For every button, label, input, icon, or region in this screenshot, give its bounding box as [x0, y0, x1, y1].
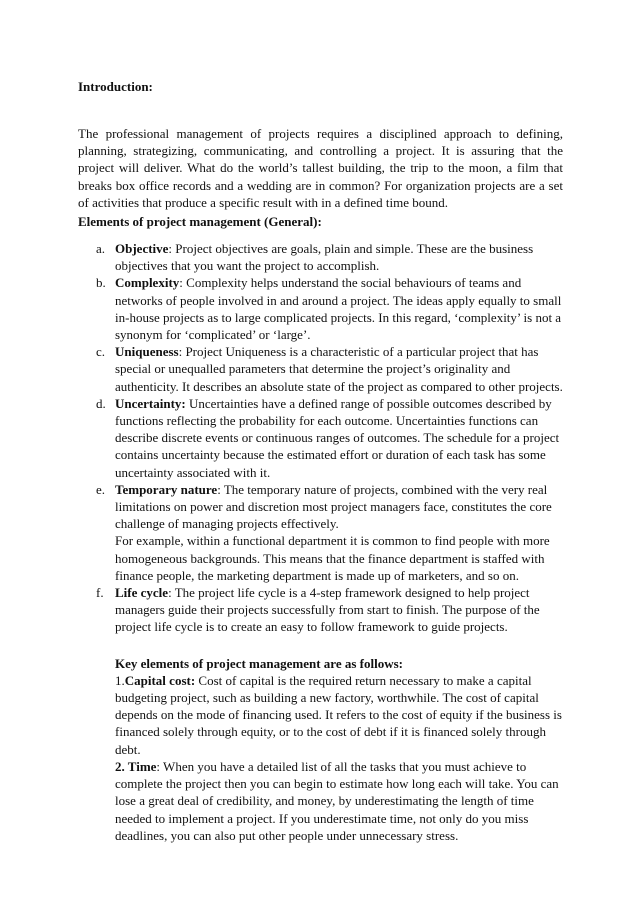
item-text: Uncertainties have a defined range of possible outcomes described by functions reflecting the probability for each outcome. Uncertainties functions can describe discrete events or continuous ranges of outcomes. The schedule for a project contains uncertainty because the estimated effort or duration of each task has some uncertainty associated with it.	[115, 395, 560, 480]
list-marker: d.	[96, 395, 106, 411]
key-text: : When you have a detailed list of all the tasks that you must achieve to complete the project then you can begin to estimate how long each will take. You can lose a great deal of credibility, and money, by underestimating the length of time needed to implement a project. If you underestimate time, not only do you miss deadlines, you can also put other people under unnecessary stress.	[115, 758, 559, 843]
list-marker: f.	[96, 585, 104, 601]
list-marker: c.	[96, 344, 106, 360]
list-item: b. Complexity: Complexity helps understand the social behaviours of teams and networks of people involved in and around a project. The ideas apply equally to small in-house projects as to large complicated projects. In this regard, ‘complexity’ is not a synonym for ‘complicated’ or ‘large’.	[96, 275, 562, 343]
key-elements-section	[115, 655, 564, 844]
elements-list	[96, 240, 564, 844]
key-elements-heading: Key elements of project management are as follows:	[115, 655, 403, 671]
list-item	[96, 395, 564, 481]
key-point: 2. Time: When you have a detailed list of all the tasks that you must achieve to complete the project then you can begin to estimate how long each will take. You can lose a great deal of credibility, and money, by underestimating the length of time needed to implement a project. If you underestimate time, not only do you miss deadlines, you can also put other people under unnecessary stress.	[115, 758, 559, 843]
list-marker: e.	[96, 481, 106, 497]
key-text: Cost of capital is the required return necessary to make a capital budgeting project, such as building a new factory, worthwhile. The cost of capital depends on the mode of financing used. It refers to the cost of equity if the business is financed solely through equity, or to the cost of debt if it is financed solely through debt.	[115, 672, 562, 757]
item-term: Uncertainty:	[115, 395, 186, 411]
key-point: 1.Capital cost: Cost of capital is the required return necessary to make a capital budgeting project, such as building a new factory, worthwhile. The cost of capital depends on the mode of financing used. It refers to the cost of equity if the business is financed solely through equity, or to the cost of debt if it is financed solely through debt.	[115, 672, 562, 757]
list-item: e. Temporary nature: The temporary nature of projects, combined with the very real limitations on power and discretion most project managers face, constitutes the core challenge of managing projects effectively. For example, within a functional department it is common to find people with more homogeneous backgrounds. This means that the finance department is staffed with finance people, the marketing department is made up of marketers, and so on.	[96, 481, 564, 584]
item-term: Uniqueness	[115, 344, 179, 360]
item-term: Temporary nature	[115, 481, 218, 497]
list-item: a. Objective: Project objectives are goals, plain and simple. These are the business objectives that you want the project to accomplish.	[96, 241, 534, 274]
item-example: For example, within a functional department it is common to find people with more homogeneous backgrounds. This means that the finance department is staffed with finance people, the marketing department is made up of marketers, and so on.	[115, 533, 550, 583]
item-term: Complexity	[115, 275, 180, 291]
list-item: c. Uniqueness: Project Uniqueness is a characteristic of a particular project that has special or unequalled parameters that determine the project’s originality and authenticity. It describes an absolute state of the project as compared to other projects.	[96, 344, 563, 394]
elements-heading: Elements of project management (General):	[78, 214, 322, 229]
item-text: Project Uniqueness is a characteristic of a particular project that has special or unequalled parameters that determine the project’s originality and authenticity. It describes an absolute state of the project as compared to other projects.	[115, 344, 563, 394]
item-term: Objective	[115, 241, 169, 256]
key-term: Capital cost:	[124, 672, 196, 688]
item-text: Complexity helps understand the social behaviours of teams and networks of people involved in and around a project. The ideas apply equally to small in-house projects as to large complicated projects. In this regard, ‘complexity’ is not a synonym for ‘complicated’ or ‘large’.	[115, 275, 562, 343]
list-marker: a.	[96, 241, 106, 256]
list-item: f. Life cycle: The project life cycle is a 4-step framework designed to help project managers guide their projects successfully from start to finish. The purpose of the project life cycle is to create an easy to follow framework to guide projects. Key elements of project management are as follows: 1.Capital cost: Cost of capital is the required return necessary to make a capital budgeting project, such as building a new factory, worthwhile. The cost of capital depends on the mode of financing used. It refers to the cost of equity if the business is financed solely through equity, or to the cost of debt if it is financed solely through debt. 2. Time: When you have a detailed list of all the tasks that you must achieve to complete the project then you can begin to estimate how long each will take. You can lose a great deal of credibility, and money, by underestimating the length of time needed to implement a project. If you underestimate time, not only do you miss deadlines, you can also put other people under unnecessary stress.	[96, 584, 564, 844]
list-marker: b.	[96, 275, 106, 291]
intro-paragraph: The professional management of projects requires a disciplined approach to defining, planning, strategizing, communicating, and controlling a project. It is assuring that the project will deliver. What do the world’s tallest building, the trip to the moon, a film that breaks box office records and a wedding are in common? For organization projects are a set of activities that produce a specific result with in a defined time bound.	[78, 126, 563, 210]
item-text: The temporary nature of projects, combined with the very real limitations on power and discretion most project managers face, constitutes the core challenge of managing projects effectively.	[115, 481, 552, 532]
key-term: Time	[127, 758, 157, 774]
item-term: Life cycle	[115, 585, 169, 601]
item-text: The project life cycle is a 4-step framework designed to help project managers guide their projects successfully from start to finish. The purpose of the project life cycle is to create an easy to follow framework to guide projects.	[115, 585, 540, 635]
item-text: Project objectives are goals, plain and simple. These are the business objectives that you want the project to accomplish.	[115, 241, 534, 274]
page-heading: Introduction:	[78, 79, 153, 94]
